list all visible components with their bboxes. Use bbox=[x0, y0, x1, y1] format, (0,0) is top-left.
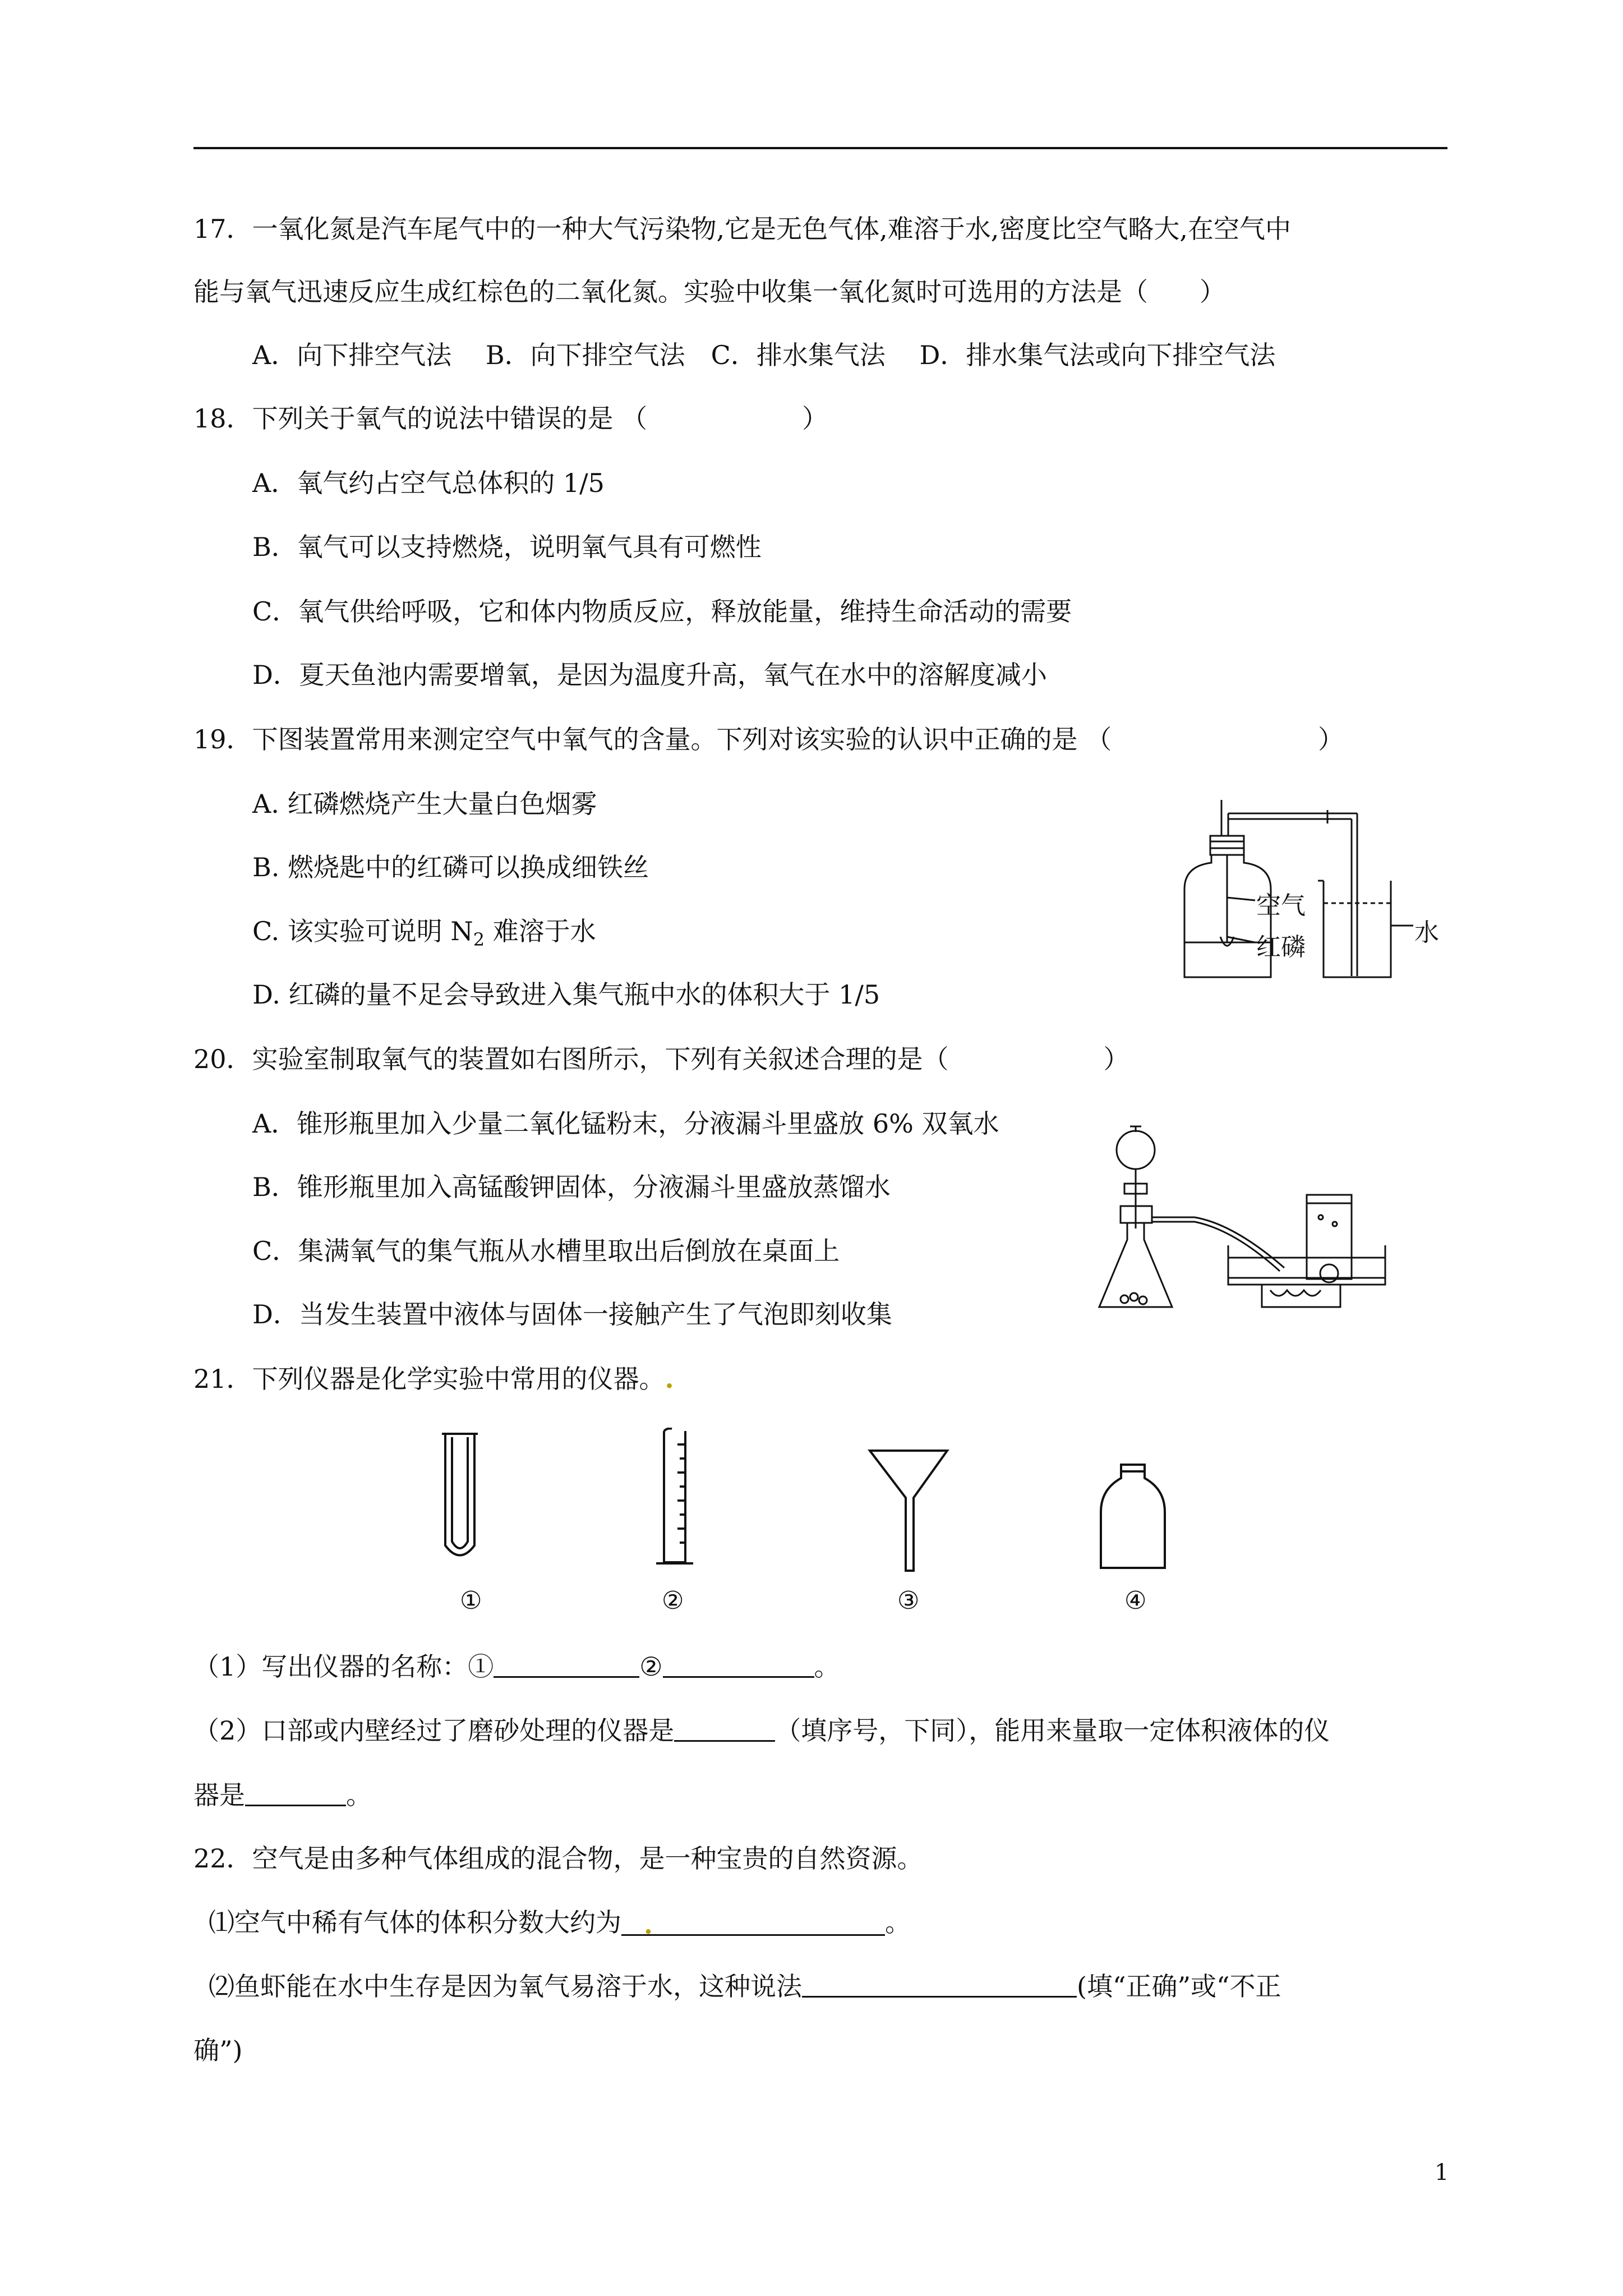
q22-part-2: ⑵鱼虾能在水中生存是因为氧气易溶于水，这种说法 (填“正确”或“不正 bbox=[209, 1971, 1281, 2001]
q20-option-d: D．当发生装置中液体与固体一接触产生了气泡即刻收集 bbox=[252, 1299, 892, 1329]
q21-part-1: （1）写出仪器的名称：① ② 。 bbox=[193, 1651, 840, 1682]
q21-stem: 21．下列仪器是化学实验中常用的仪器。. bbox=[193, 1364, 674, 1394]
q21-part-2-cont: 器是 。 bbox=[193, 1780, 372, 1810]
water-label: 水 bbox=[1414, 918, 1439, 947]
test-tube-figure bbox=[437, 1430, 482, 1565]
q19-option-a: A. 红磷燃烧产生大量白色烟雾 bbox=[252, 789, 597, 819]
q21-part-2: （2）口部或内壁经过了磨砂处理的仪器是 （填序号，下同），能用来量取一定体积液体的仪 bbox=[193, 1715, 1330, 1746]
answer-blank-2[interactable] bbox=[663, 1654, 814, 1678]
q17-line-2: 能与氧气迅速反应生成红棕色的二氧化氮。实验中收集一氧化氮时可选用的方法是（ ） bbox=[193, 277, 1225, 307]
answer-blank-3[interactable] bbox=[674, 1718, 775, 1742]
q20-stem: 20．实验室制取氧气的装置如右图所示，下列有关叙述合理的是（ ） bbox=[193, 1044, 1129, 1074]
q17-options: A．向下排空气法 B．向下排空气法 C．排水集气法 D．排水集气法或向下排空气法 bbox=[252, 340, 1276, 370]
q18-stem: 18．下列关于氧气的说法中错误的是 （ ） bbox=[193, 403, 828, 434]
q22-part-2-cont: 确”) bbox=[193, 2035, 243, 2065]
instrument-label-3: ③ bbox=[897, 1586, 920, 1615]
header-rule bbox=[193, 147, 1447, 149]
q20-option-a: A．锥形瓶里加入少量二氧化锰粉末，分液漏斗里盛放 6% 双氧水 bbox=[252, 1108, 999, 1139]
instrument-label-4: ④ bbox=[1124, 1586, 1147, 1615]
answer-blank-5[interactable]: . bbox=[621, 1912, 885, 1936]
page-number: 1 bbox=[1435, 2160, 1449, 2185]
q17-line-1: 17．一氧化氮是汽车尾气中的一种大气污染物,它是无色气体,难溶于水,密度比空气略大,在空气中 bbox=[193, 214, 1292, 244]
q19-option-d: D. 红磷的量不足会导致进入集气瓶中水的体积大于 1/5 bbox=[252, 979, 880, 1010]
q18-option-d: D．夏天鱼池内需要增氧，是因为温度升高，氧气在水中的溶解度减小 bbox=[252, 660, 1047, 690]
graduated-cylinder-figure bbox=[651, 1428, 701, 1568]
air-label: 空气 bbox=[1256, 891, 1306, 920]
q19-stem: 19．下图装置常用来测定空气中氧气的含量。下列对该实验的认识中正确的是 （ ） bbox=[193, 724, 1344, 754]
answer-blank-4[interactable] bbox=[245, 1782, 346, 1806]
oxygen-generation-apparatus bbox=[1094, 1099, 1453, 1324]
instrument-label-1: ① bbox=[460, 1586, 482, 1615]
q22-part-1: ⑴空气中稀有气体的体积分数大约为 . 。 bbox=[209, 1907, 911, 1940]
reagent-bottle-figure bbox=[1096, 1461, 1169, 1573]
red-phosphorus-label: 红磷 bbox=[1256, 933, 1306, 961]
funnel-figure bbox=[866, 1447, 951, 1576]
q19-option-b: B. 燃烧匙中的红磷可以换成细铁丝 bbox=[252, 852, 649, 882]
q18-option-a: A．氧气约占空气总体积的 1/5 bbox=[252, 468, 605, 498]
oxygen-measurement-apparatus bbox=[1172, 797, 1453, 987]
q20-option-c: C．集满氧气的集气瓶从水槽里取出后倒放在桌面上 bbox=[252, 1236, 840, 1266]
q20-option-b: B．锥形瓶里加入高锰酸钾固体，分液漏斗里盛放蒸馏水 bbox=[252, 1172, 891, 1202]
q18-option-b: B．氧气可以支持燃烧，说明氧气具有可燃性 bbox=[252, 532, 762, 562]
q19-option-c: C. 该实验可说明 $N_2$ 难溶于水 bbox=[252, 916, 596, 951]
answer-blank-6[interactable] bbox=[802, 1973, 1077, 1998]
instrument-label-2: ② bbox=[662, 1586, 684, 1615]
q18-option-c: C．氧气供给呼吸，它和体内物质反应，释放能量，维持生命活动的需要 bbox=[252, 596, 1072, 627]
q22-stem: 22．空气是由多种气体组成的混合物，是一种宝贵的自然资源。 bbox=[193, 1843, 923, 1874]
answer-blank-1[interactable] bbox=[494, 1654, 639, 1678]
